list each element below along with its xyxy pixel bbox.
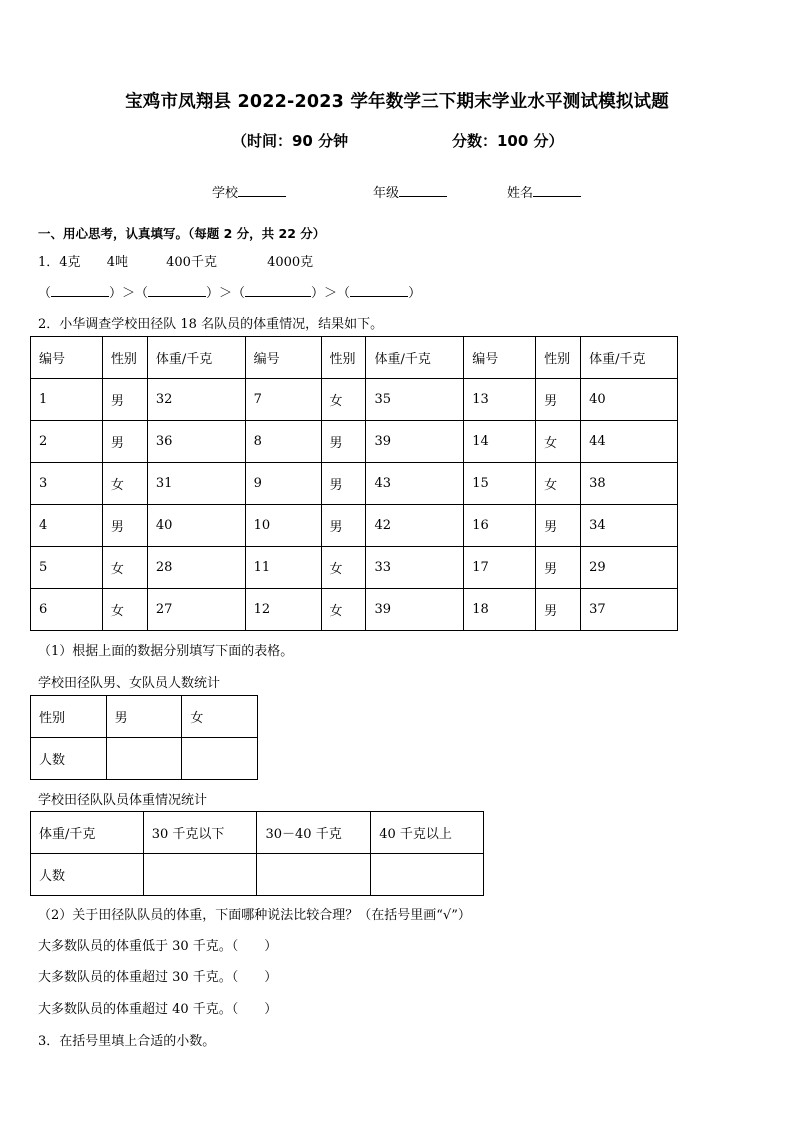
table-cell: 42 bbox=[366, 505, 464, 547]
table-cell: 28 bbox=[147, 547, 245, 589]
table-cell: 男 bbox=[536, 589, 581, 631]
table-cell: 12 bbox=[245, 589, 321, 631]
answer-cell[interactable] bbox=[257, 854, 371, 896]
table-header: 30 千克以下 bbox=[143, 812, 257, 854]
table-cell: 男 bbox=[321, 505, 366, 547]
grade-blank[interactable] bbox=[399, 185, 447, 197]
table-cell: 男 bbox=[321, 421, 366, 463]
table-cell: 8 bbox=[245, 421, 321, 463]
table-cell: 13 bbox=[464, 379, 536, 421]
table-cell: 40 bbox=[147, 505, 245, 547]
answer-blank[interactable] bbox=[51, 284, 109, 297]
table-cell: 11 bbox=[245, 547, 321, 589]
name-field bbox=[507, 182, 581, 201]
table-cell: 女 bbox=[102, 589, 147, 631]
table-cell: 44 bbox=[581, 421, 678, 463]
table-cell: 女 bbox=[321, 547, 366, 589]
table-header: 30－40 千克 bbox=[257, 812, 371, 854]
option-item[interactable]: 大多数队员的体重低于 30 千克。（ ） bbox=[38, 939, 278, 954]
q1-item: 400千克 bbox=[166, 255, 217, 270]
school-field bbox=[212, 182, 286, 201]
table-cell: 29 bbox=[581, 547, 678, 589]
row-label: 人数 bbox=[31, 738, 107, 780]
table-row bbox=[31, 589, 678, 631]
q1-item: 4克 bbox=[59, 255, 81, 270]
table-header: 性别 bbox=[102, 337, 147, 379]
option-item[interactable]: 大多数队员的体重超过 30 千克。（ ） bbox=[38, 970, 278, 985]
table-header: 编号 bbox=[464, 337, 536, 379]
table-cell: 女 bbox=[536, 421, 581, 463]
answer-blank[interactable] bbox=[245, 284, 311, 297]
answer-cell[interactable] bbox=[182, 738, 258, 780]
table-header: 性别 bbox=[321, 337, 366, 379]
q2-part2: （2）关于田径队队员的体重，下面哪种说法比较合理？（在括号里画“√”） bbox=[38, 908, 471, 923]
table-cell: 7 bbox=[245, 379, 321, 421]
table-header: 男 bbox=[106, 696, 182, 738]
grade-label: 年级 bbox=[373, 186, 400, 201]
table-cell: 34 bbox=[581, 505, 678, 547]
table-cell: 33 bbox=[366, 547, 464, 589]
weight-data-table bbox=[30, 336, 678, 631]
table-cell: 女 bbox=[536, 463, 581, 505]
table-cell: 2 bbox=[31, 421, 103, 463]
table-cell: 15 bbox=[464, 463, 536, 505]
section-heading: 一、用心思考，认真填写。（每题 2 分，共 22 分） bbox=[38, 226, 326, 241]
name-blank[interactable] bbox=[533, 185, 581, 197]
table-cell: 37 bbox=[581, 589, 678, 631]
table-header: 体重/千克 bbox=[366, 337, 464, 379]
table-header: 编号 bbox=[31, 337, 103, 379]
table-cell: 27 bbox=[147, 589, 245, 631]
q2-intro: 2．小华调查学校田径队 18 名队员的体重情况，结果如下。 bbox=[38, 317, 384, 332]
q1-item: 4吨 bbox=[106, 255, 128, 270]
answer-cell[interactable] bbox=[143, 854, 257, 896]
table-cell: 3 bbox=[31, 463, 103, 505]
table-cell: 39 bbox=[366, 589, 464, 631]
table-cell: 36 bbox=[147, 421, 245, 463]
option-item[interactable]: 大多数队员的体重超过 40 千克。（ ） bbox=[38, 1002, 278, 1017]
table-cell: 16 bbox=[464, 505, 536, 547]
table-cell: 9 bbox=[245, 463, 321, 505]
weight-range-table bbox=[30, 811, 484, 896]
table-cell: 4 bbox=[31, 505, 103, 547]
table-cell: 10 bbox=[245, 505, 321, 547]
table-row bbox=[31, 379, 678, 421]
table-cell: 男 bbox=[321, 463, 366, 505]
name-label: 姓名 bbox=[507, 186, 534, 201]
table-cell: 14 bbox=[464, 421, 536, 463]
table-header-row bbox=[31, 337, 678, 379]
table-header: 性别 bbox=[31, 696, 107, 738]
q2-part1: （1）根据上面的数据分别填写下面的表格。 bbox=[38, 644, 294, 659]
table-cell: 女 bbox=[102, 463, 147, 505]
gender-table-caption: 学校田径队男、女队员人数统计 bbox=[38, 676, 221, 691]
table-cell: 40 bbox=[581, 379, 678, 421]
table-cell: 32 bbox=[147, 379, 245, 421]
answer-blank[interactable] bbox=[148, 284, 206, 297]
table-cell: 35 bbox=[366, 379, 464, 421]
table-header: 体重/千克 bbox=[31, 812, 144, 854]
table-cell: 5 bbox=[31, 547, 103, 589]
table-cell: 18 bbox=[464, 589, 536, 631]
exam-score: 分数：100 分） bbox=[452, 132, 564, 150]
gender-count-table bbox=[30, 695, 258, 780]
q1-items bbox=[38, 251, 313, 270]
q1-compare: （ ）＞（ ）＞（ ）＞（ ） bbox=[38, 286, 422, 301]
table-cell: 1 bbox=[31, 379, 103, 421]
answer-blank[interactable] bbox=[350, 284, 408, 297]
table-row bbox=[31, 547, 678, 589]
table-header: 编号 bbox=[245, 337, 321, 379]
table-cell: 17 bbox=[464, 547, 536, 589]
weight-table-caption: 学校田径队队员体重情况统计 bbox=[38, 793, 208, 808]
school-label: 学校 bbox=[212, 186, 239, 201]
q1-item: 4000克 bbox=[267, 255, 314, 270]
table-cell: 男 bbox=[102, 505, 147, 547]
page-title: 宝鸡市凤翔县 2022-2023 学年数学三下期末学业水平测试模拟试题 bbox=[125, 92, 669, 112]
table-cell: 39 bbox=[366, 421, 464, 463]
exam-time: （时间：90 分钟 bbox=[232, 132, 349, 150]
table-header: 40 千克以上 bbox=[371, 812, 484, 854]
table-cell: 男 bbox=[102, 421, 147, 463]
table-cell: 女 bbox=[102, 547, 147, 589]
q3-prompt: 3．在括号里填上合适的小数。 bbox=[38, 1034, 216, 1049]
table-row bbox=[31, 463, 678, 505]
table-cell: 38 bbox=[581, 463, 678, 505]
answer-cell[interactable] bbox=[106, 738, 182, 780]
school-blank[interactable] bbox=[238, 185, 286, 197]
table-cell: 女 bbox=[321, 379, 366, 421]
q1-number: 1． bbox=[38, 255, 60, 270]
table-row bbox=[31, 505, 678, 547]
table-row bbox=[31, 421, 678, 463]
row-label: 人数 bbox=[31, 854, 144, 896]
table-cell: 43 bbox=[366, 463, 464, 505]
table-cell: 31 bbox=[147, 463, 245, 505]
table-header: 女 bbox=[182, 696, 258, 738]
table-cell: 6 bbox=[31, 589, 103, 631]
table-cell: 男 bbox=[536, 547, 581, 589]
grade-field bbox=[373, 182, 447, 201]
table-header: 体重/千克 bbox=[581, 337, 678, 379]
table-cell: 女 bbox=[321, 589, 366, 631]
answer-cell[interactable] bbox=[371, 854, 484, 896]
table-header: 体重/千克 bbox=[147, 337, 245, 379]
table-cell: 男 bbox=[536, 505, 581, 547]
table-cell: 男 bbox=[102, 379, 147, 421]
table-cell: 男 bbox=[536, 379, 581, 421]
table-header: 性别 bbox=[536, 337, 581, 379]
